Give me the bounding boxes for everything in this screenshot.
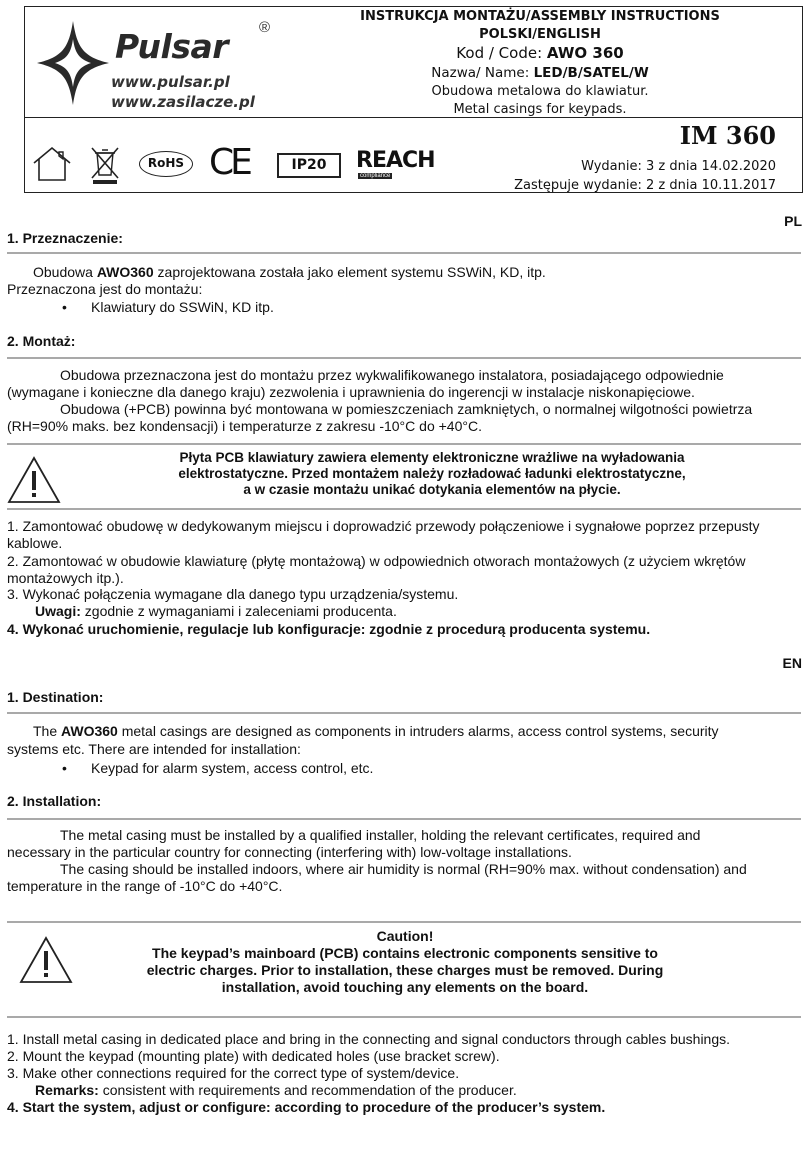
pl-warning-line: a w czasie montażu unikać dotykania elementów na płycie. <box>243 482 621 497</box>
logo-url-zasilacze: www.zasilacze.pl <box>111 93 255 111</box>
en-warning-line: installation, avoid touching any elements on the board. <box>221 979 589 995</box>
certification-icons <box>31 142 471 185</box>
pl-destination-text: Obudowa AWO360 zaprojektowana została jako element systemu SSWiN, KD, itp. <box>33 264 546 280</box>
pl-installation-line: Obudowa (+PCB) powinna być montowana w pomieszczeniach zamkniętych, o normalnej wilgotności powietrza <box>60 401 753 417</box>
edition-info: Wydanie: 3 z dnia 14.02.2020 <box>581 159 776 174</box>
header-language: POLSKI/ENGLISH <box>479 27 601 42</box>
pl-remarks: Uwagi: zgodnie z wymaganiami i zaleceniami producenta. <box>35 603 397 619</box>
reach-icon <box>356 149 444 181</box>
divider <box>7 818 801 820</box>
en-heading-destination: 1. Destination: <box>7 689 104 705</box>
en-installation-line: The casing should be installed indoors, where air humidity is normal (RH=90% max. without condensation) and <box>60 861 747 877</box>
rohs-icon: RoHS <box>139 151 193 177</box>
pl-step-1-cont: kablowe. <box>7 535 63 551</box>
divider <box>7 443 801 445</box>
lang-marker-pl: PL <box>784 213 802 229</box>
bullet-icon: • <box>62 760 67 776</box>
pl-destination-intro: Przeznaczona jest do montażu: <box>7 281 203 297</box>
en-warning-box <box>60 928 750 995</box>
header-name <box>295 65 785 81</box>
en-installation-line: The metal casing must be installed by a qualified installer, holding the relevant certificates, required and <box>60 827 701 843</box>
pl-installation-line: (RH=90% maks. bez kondensacji) i temperaturze z zakresu -10°C do +40°C. <box>7 418 482 434</box>
bullet-icon: • <box>62 299 67 315</box>
pl-step-4: 4. Wykonać uruchomienie, regulacje lub konfiguracje: zgodnie z procedurą producenta systemu. <box>7 621 651 637</box>
header-desc-pl: Obudowa metalowa do klawiatur. <box>431 84 649 99</box>
en-installation-line: temperature in the range of -10°C do +40°C. <box>7 878 283 894</box>
en-remarks: Remarks: consistent with requirements and recommendation of the producer. <box>35 1082 517 1098</box>
en-destination-intro: systems etc. There are intended for installation: <box>7 741 301 757</box>
pl-warning-box <box>62 450 802 497</box>
pl-step-2-cont: montażowych itp.). <box>7 570 124 586</box>
divider <box>7 1016 801 1018</box>
divider <box>7 712 801 714</box>
en-bullet-item: Keypad for alarm system, access control, etc. <box>91 760 374 776</box>
pl-heading-installation: 2. Montaż: <box>7 333 76 349</box>
weee-bin-icon <box>89 145 121 185</box>
pl-heading-destination: 1. Przeznaczenie: <box>7 230 123 246</box>
house-icon <box>31 145 73 183</box>
lang-marker-en: EN <box>782 655 802 671</box>
ce-mark-icon: CE <box>209 142 249 183</box>
code-value: AWO 360 <box>546 44 624 62</box>
name-value: LED/B/SATEL/W <box>533 65 649 81</box>
name-label: Nazwa/ Name: <box>431 65 530 81</box>
pl-installation-line: Obudowa przeznaczona jest do montażu przez wykwalifikowanego instalatora, posiadającego odpowiednie <box>60 367 724 383</box>
divider <box>7 921 801 923</box>
replaces-info: Zastępuje wydanie: 2 z dnia 10.11.2017 <box>514 178 776 193</box>
document-header <box>24 6 803 193</box>
pl-bullet-item: Klawiatury do SSWiN, KD itp. <box>91 299 274 315</box>
en-step-3: 3. Make other connections required for the correct type of system/device. <box>7 1065 460 1081</box>
reach-label: REACH <box>356 148 435 173</box>
en-step-4: 4. Start the system, adjust or configure: according to procedure of the producer’s system. <box>7 1099 606 1115</box>
warning-icon <box>6 455 62 505</box>
pl-step-2: 2. Zamontować w obudowie klawiaturę (płytę montażową) w odpowiednich otworach montażowych (z użyciem wkrętów <box>7 553 746 569</box>
header-code <box>295 44 785 62</box>
ip20-icon: IP20 <box>277 153 341 178</box>
en-step-1: 1. Install metal casing in dedicated place and bring in the connecting and signal conductors through cables bushings. <box>7 1031 731 1047</box>
pulsar-star-icon <box>33 17 113 107</box>
header-divider <box>25 117 802 118</box>
header-desc-en: Metal casings for keypads. <box>453 102 627 117</box>
logo-url-pulsar: www.pulsar.pl <box>111 73 230 91</box>
code-label: Kod / Code: <box>456 44 543 62</box>
en-warning-line: electric charges. Prior to installation, these charges must be removed. During <box>146 962 664 978</box>
reach-sub-label: compliance <box>360 173 391 179</box>
registered-mark: ® <box>259 19 271 36</box>
en-warning-line: The keypad’s mainboard (PCB) contains electronic components sensitive to <box>152 945 658 961</box>
en-step-2: 2. Mount the keypad (mounting plate) with dedicated holes (use bracket screw). <box>7 1048 500 1064</box>
pl-installation-line: (wymagane i konieczne dla danego kraju) zezwolenia i uprawnienia do ingerencji w instalacje niskonapięciowe. <box>7 384 695 400</box>
en-installation-line: necessary in the particular country for connecting (interfering with) low-voltage installations. <box>7 844 572 860</box>
logo-name: Pulsar <box>115 27 228 66</box>
pl-step-3: 3. Wykonać połączenia wymagane dla danego typu urządzenia/systemu. <box>7 586 459 602</box>
document-code: IM 360 <box>679 121 776 150</box>
pulsar-logo <box>31 13 291 113</box>
pl-warning-line: Płyta PCB klawiatury zawiera elementy elektroniczne wrażliwe na wyładowania <box>179 450 685 465</box>
divider <box>7 508 801 510</box>
en-destination-text: The AWO360 metal casings are designed as components in intruders alarms, access control systems, security <box>33 723 719 739</box>
header-title: INSTRUKCJA MONTAŻU/ASSEMBLY INSTRUCTIONS <box>360 9 720 24</box>
divider <box>7 357 801 359</box>
pl-warning-line: elektrostatyczne. Przed montażem należy rozładować ładunki elektrostatyczne, <box>178 466 686 481</box>
en-caution-title: Caution! <box>376 928 434 944</box>
divider <box>7 252 801 254</box>
pl-step-1: 1. Zamontować obudowę w dedykowanym miejscu i doprowadzić przewody połączeniowe i sygnałowe poprzez przepusty <box>7 518 760 534</box>
en-heading-installation: 2. Installation: <box>7 793 102 809</box>
